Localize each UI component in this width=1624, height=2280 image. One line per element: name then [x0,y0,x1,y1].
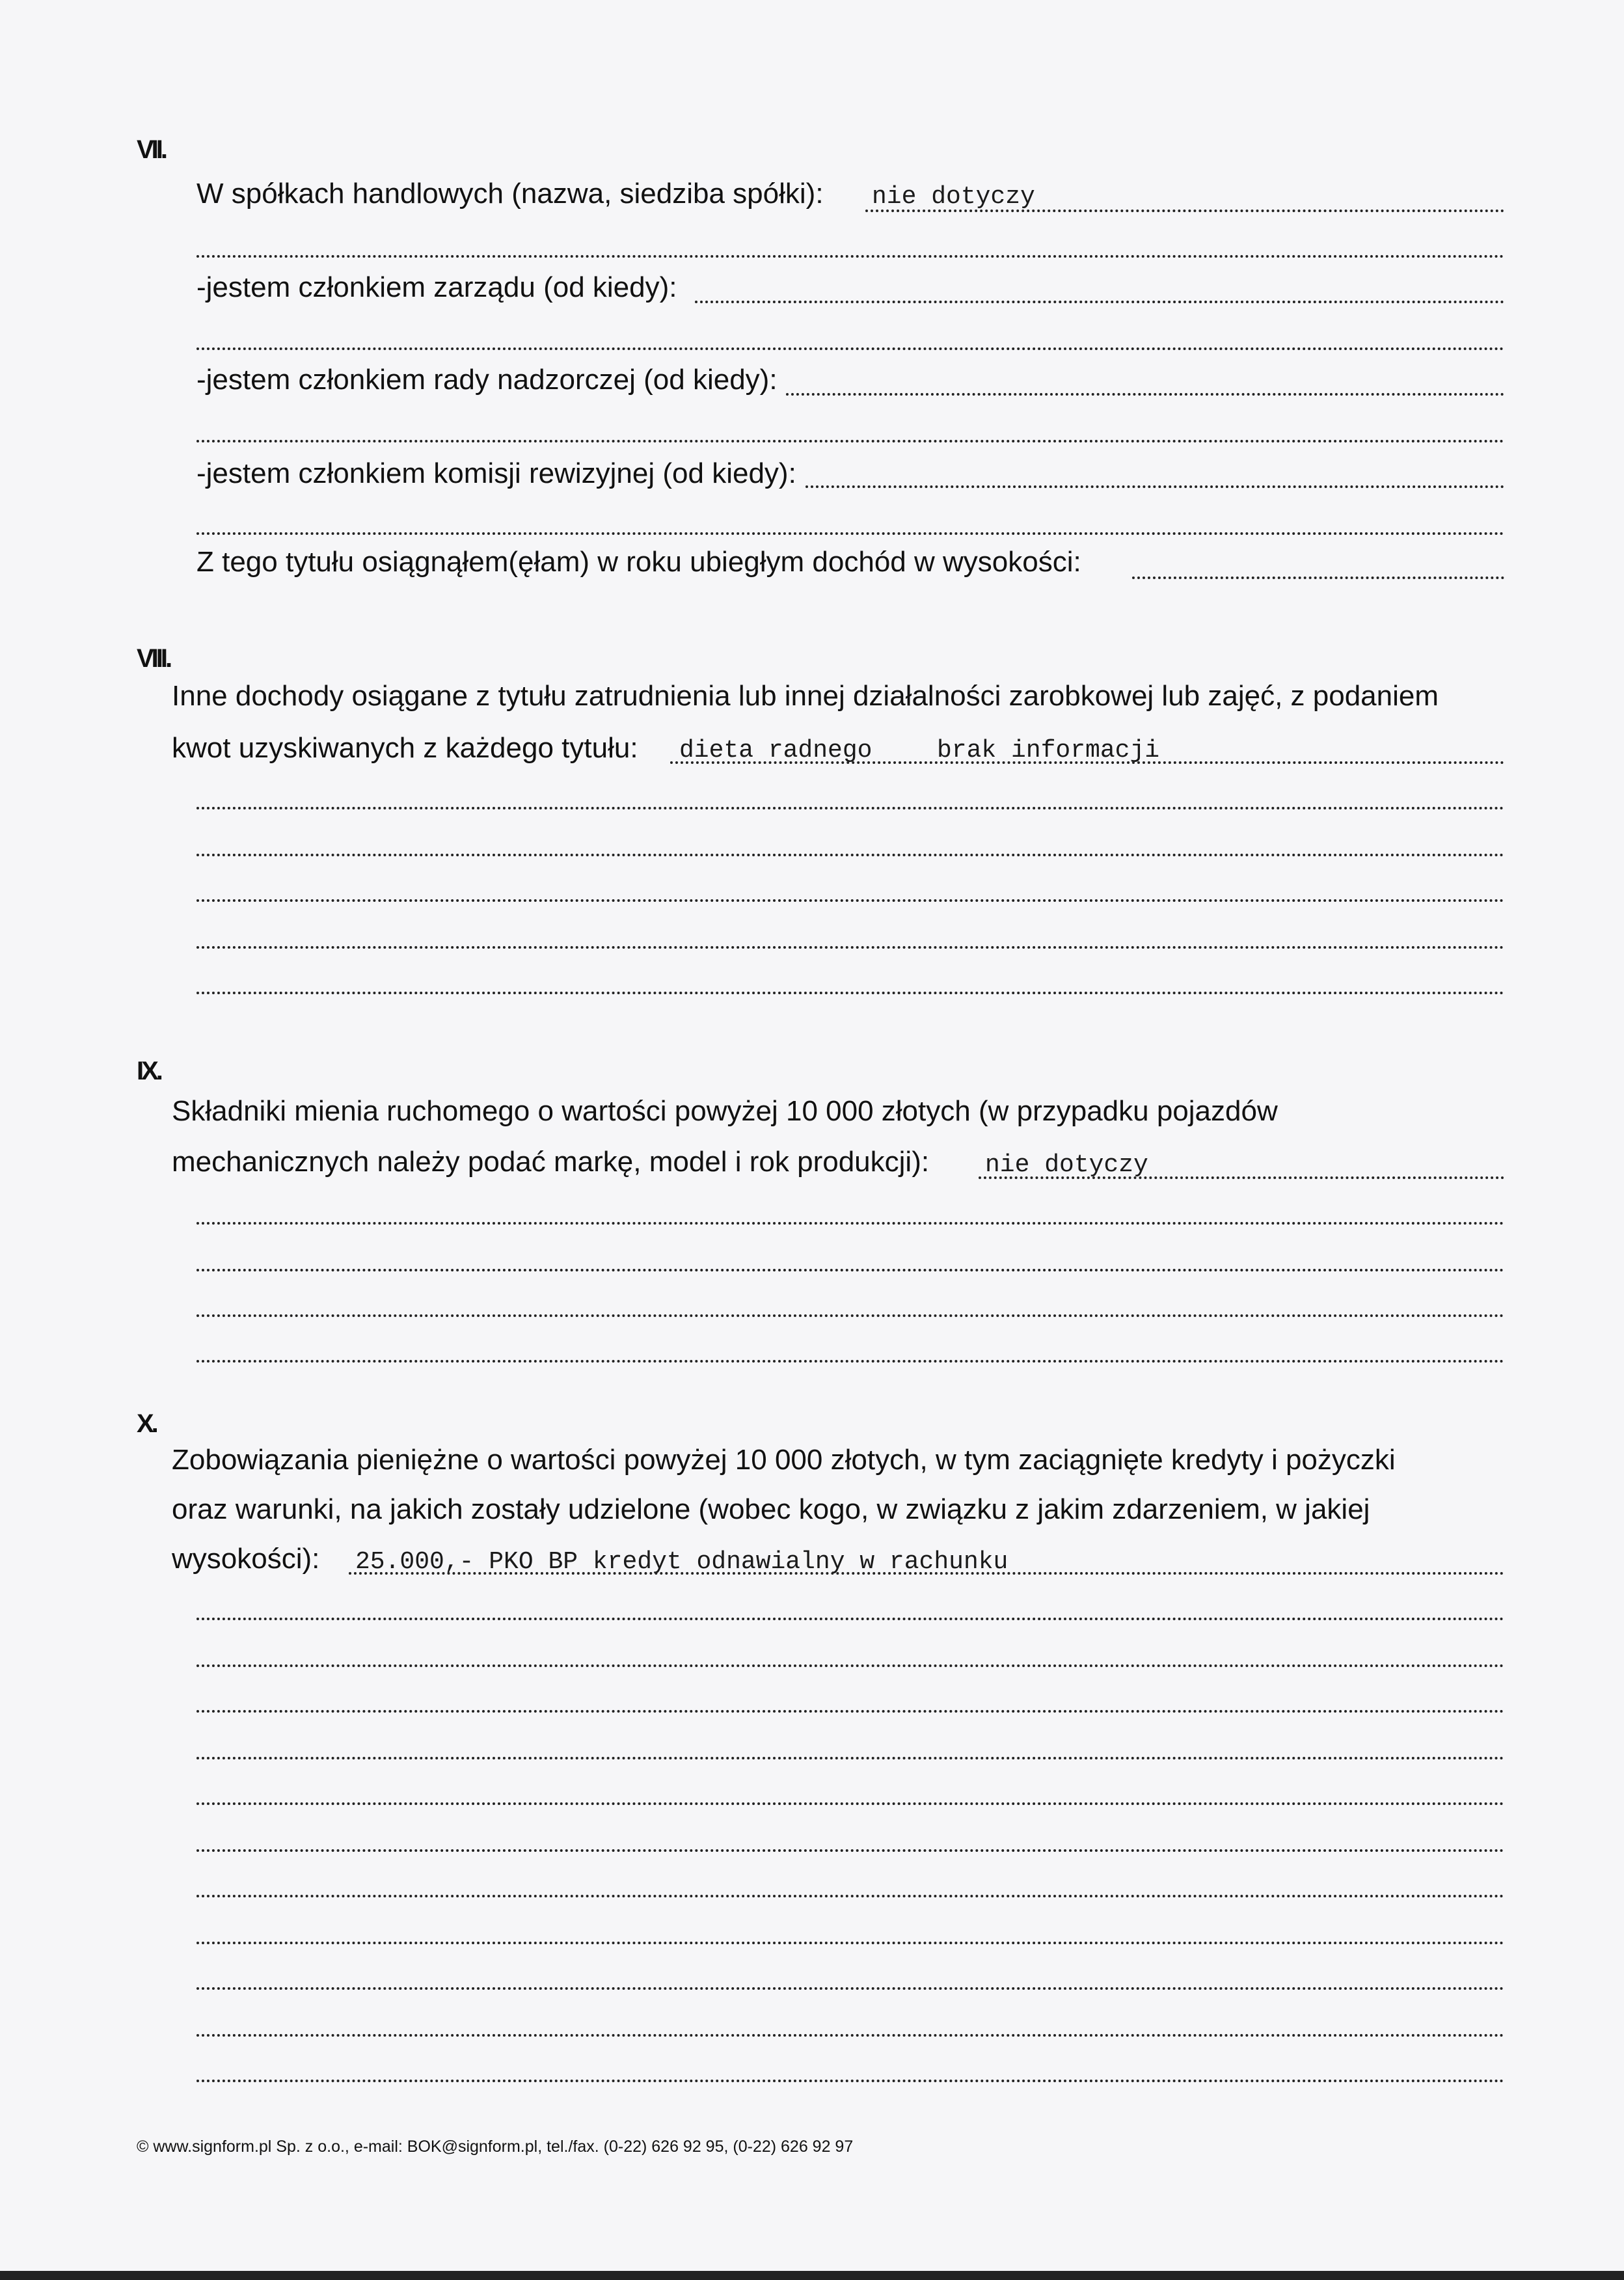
liabilities-line-12 [196,2080,1504,2082]
other-income-line-3 [196,854,1504,856]
other-income-text-line2: kwot uzyskiwanych z każdego tytułu: [172,732,638,764]
movable-assets-answer-line [979,1176,1504,1179]
publisher-footer: © www.signform.pl Sp. z o.o., e-mail: BOK@signform.pl, tel./fax. (0-22) 626 92 95, (0-22) 626 92 97 [137,2138,854,2156]
supervisory-board-extra-line [196,440,1504,442]
liabilities-line-7 [196,1849,1504,1852]
section-viii-number: VIII. [137,644,170,673]
other-income-line-5 [196,946,1504,949]
company-extra-line [196,255,1504,258]
movable-assets-line-3 [196,1269,1504,1271]
other-income-text-line1: Inne dochody osiągane z tytułu zatrudnienia lub innej działalności zarobkowej lub zajęć, z podaniem [172,680,1439,712]
board-member-extra-line [196,347,1504,350]
movable-assets-line-4 [196,1314,1504,1317]
liabilities-line-8 [196,1895,1504,1897]
movable-assets-line-5 [196,1360,1504,1363]
liabilities-text-line1: Zobowiązania pieniężne o wartości powyżej 10 000 złotych, w tym zaciągnięte kredyty i pożyczki [172,1444,1396,1476]
liabilities-answer[interactable]: 25.000,- PKO BP kredyt odnawialny w rachunku [355,1548,1008,1576]
other-income-answer-1[interactable]: dieta radnego [679,737,873,765]
movable-assets-text-line1: Składniki mienia ruchomego o wartości powyżej 10 000 złotych (w przypadku pojazdów [172,1095,1278,1127]
liabilities-line-2 [196,1618,1504,1620]
movable-assets-answer[interactable]: nie dotyczy [985,1151,1148,1179]
liabilities-text-line3: wysokości): [172,1543,320,1575]
liabilities-answer-line [349,1572,1504,1575]
other-income-line-2 [196,807,1504,809]
board-member-line[interactable] [695,301,1504,303]
liabilities-line-9 [196,1942,1504,1944]
other-income-line-4 [196,899,1504,902]
other-income-answer-line [670,761,1504,764]
section-ix-number: IX. [137,1057,161,1085]
company-answer[interactable]: nie dotyczy [872,183,1035,211]
company-answer-line [865,210,1504,212]
liabilities-line-3 [196,1664,1504,1667]
movable-assets-text-line2: mechanicznych należy podać markę, model i rok produkcji): [172,1146,930,1178]
audit-committee-label: -jestem członkiem komisji rewizyjnej (od kiedy): [196,457,796,489]
liabilities-text-line2: oraz warunki, na jakich zostały udzielone (wobec kogo, w związku z jakim zdarzeniem, w jakiej [172,1493,1370,1525]
audit-committee-line[interactable] [805,485,1504,488]
liabilities-line-4 [196,1710,1504,1713]
other-income-answer-2[interactable]: brak informacji [937,737,1160,765]
board-member-label: -jestem członkiem zarządu (od kiedy): [196,271,677,303]
supervisory-board-label: -jestem członkiem rady nadzorczej (od kiedy): [196,364,778,396]
audit-committee-extra-line [196,532,1504,535]
section-x-number: X. [137,1409,156,1438]
scan-bottom-edge [0,2271,1624,2280]
income-label: Z tego tytułu osiągnąłem(ęłam) w roku ubiegłym dochód w wysokości: [196,546,1081,578]
liabilities-line-5 [196,1757,1504,1759]
company-label: W spółkach handlowych (nazwa, siedziba spółki): [196,178,824,210]
other-income-line-6 [196,992,1504,994]
income-line[interactable] [1132,577,1504,579]
liabilities-line-11 [196,2034,1504,2037]
supervisory-board-line[interactable] [786,393,1504,396]
section-vii-number: VII. [137,135,166,164]
liabilities-line-10 [196,1987,1504,1990]
liabilities-line-6 [196,1802,1504,1805]
movable-assets-line-2 [196,1222,1504,1225]
